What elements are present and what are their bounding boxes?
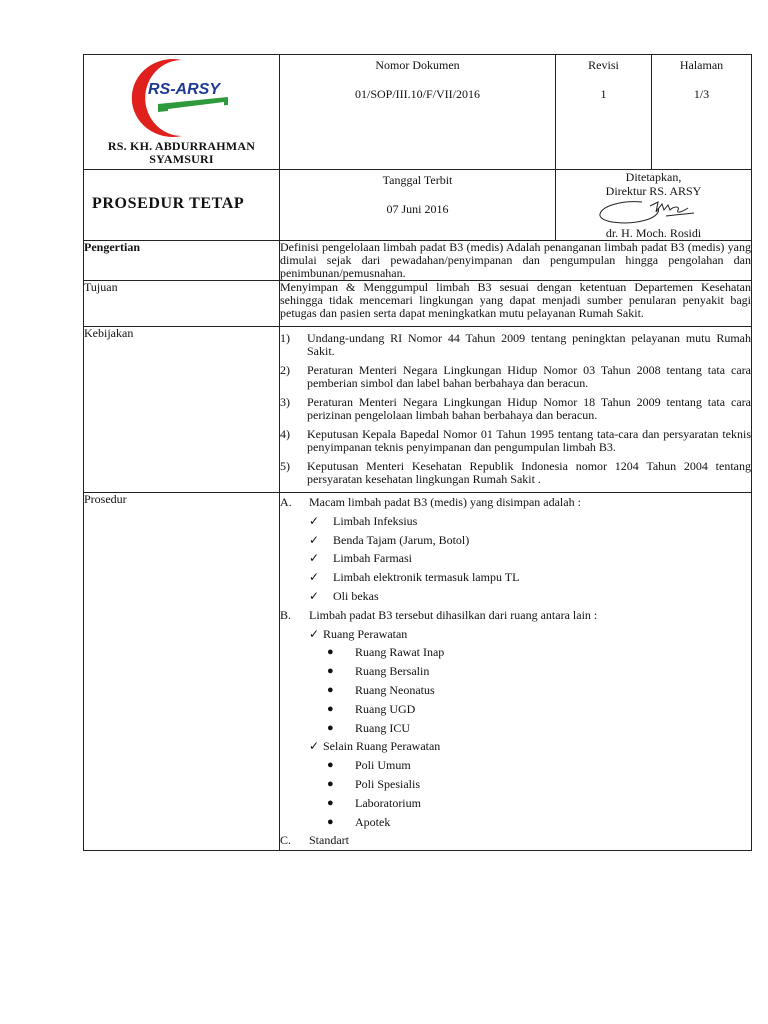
check-icon: ✓ (309, 739, 320, 754)
check-icon: ✓ (309, 551, 320, 566)
kebijakan-item: 4) Keputusan Kepala Bapedal Nomor 01 Tahun 1995 tentang tata-cara dan persyaratan teknis penyimpanan teknis penyimpanan dan pengumpulan limbah B3. (280, 427, 751, 454)
approved-label: Ditetapkan, (625, 170, 682, 184)
hospital-logo (124, 57, 240, 139)
check-icon: ✓ (309, 570, 320, 585)
bullet-icon: ● (327, 815, 334, 828)
sop-document-table (83, 54, 752, 851)
signature-area (556, 198, 751, 226)
pengertian-text: Definisi pengelolaan limbah padat B3 (medis) Adalah penanganan limbah padat B3 (medis) yang dimulai sejak dari pewadahan/penyimpanan dan pengumpulan hingga pengolahan dan penimbunan/pemusnahan. (280, 240, 751, 280)
list-item: ✓ Limbah elektronik termasuk lampu TL (280, 568, 751, 587)
hospital-identity-cell (84, 55, 280, 170)
check-icon: ✓ (309, 626, 320, 641)
list-group: ✓ Ruang Perawatan (280, 625, 751, 644)
doc-number: 01/SOP/III.10/F/VII/2016 (354, 87, 480, 101)
prosedur-section-c: C. Standart (280, 833, 349, 848)
bullet-icon: ● (327, 796, 334, 809)
list-item: ✓ Oli bekas (280, 587, 751, 606)
check-icon: ✓ (309, 588, 320, 603)
bullet-icon: ● (327, 721, 334, 734)
kebijakan-label: Kebijakan (84, 327, 280, 493)
title-cell (84, 170, 280, 241)
list-item: ● Laboratorium (280, 794, 751, 813)
tujuan-text: Menyimpan & Menggumpul limbah B3 sesuai dengan ketentuan Departemen Kesehatan sehingga tidak mencemari lingkungan yang dapat menjadi sumber penularan penyakit bagi petugas dan pasien serta dapat meningkatkan mutu pelayanan Rumah Sakit. (280, 281, 752, 327)
revision-value: 1 (600, 87, 607, 101)
kebijakan-item: 1) Undang-undang RI Nomor 44 Tahun 2009 tentang peningktan pelayanan mutu Rumah Sakit. (280, 331, 751, 358)
director-name: dr. H. Moch. Rosidi (605, 226, 702, 240)
revision-cell (556, 55, 652, 170)
bullet-icon: ● (327, 646, 334, 659)
issue-date-cell (280, 170, 556, 241)
prosedur-section-b: B. Limbah padat B3 tersebut dihasilkan dari ruang antara lain : (280, 607, 598, 622)
prosedur-section-a: A. Macam limbah padat B3 (medis) yang disimpan adalah : (280, 495, 581, 509)
page-cell (652, 55, 752, 170)
page-value: 1/3 (693, 87, 710, 101)
issue-date: 07 Juni 2016 (386, 202, 449, 216)
kebijakan-item: 5) Keputusan Menteri Kesehatan Republik Indonesia nomor 1204 Tahun 2004 tentang persyaratan kesehatan lingkungan Rumah Sakit . (280, 459, 751, 486)
doc-number-label: Nomor Dokumen (375, 58, 460, 72)
hospital-name-line1: RS. KH. ABDURRAHMAN (107, 139, 256, 153)
list-item: ✓ Benda Tajam (Jarum, Botol) (280, 531, 751, 550)
prosedur-content (280, 493, 752, 851)
kebijakan-item: 3) Peraturan Menteri Negara Lingkungan Hidup Nomor 18 Tahun 2009 tentang tata cara perizinan pengelolaan limbah bahan berbahaya dan beracun. (280, 395, 751, 422)
director-signature (594, 196, 704, 228)
bullet-icon: ● (327, 665, 334, 678)
list-item: ● Ruang ICU (280, 719, 751, 738)
prosedur-label: Prosedur (84, 493, 280, 851)
list-item: ● Ruang Neonatus (280, 681, 751, 700)
list-item: ● Ruang Bersalin (280, 662, 751, 681)
kebijakan-item: 2) Peraturan Menteri Negara Lingkungan Hidup Nomor 03 Tahun 2008 tentang tata cara pemberian simbol dan label bahan berbahaya dan beracun. (280, 363, 751, 390)
issue-date-label: Tanggal Terbit (382, 173, 453, 187)
bullet-icon: ● (327, 759, 334, 772)
list-item: ● Poli Spesialis (280, 775, 751, 794)
revision-label: Revisi (588, 58, 619, 72)
list-item: ✓ Limbah Farmasi (280, 549, 751, 568)
hospital-name-line2: SYAMSURI (149, 152, 214, 166)
approval-cell (556, 170, 752, 241)
document-title: PROSEDUR TETAP (92, 195, 245, 212)
check-icon: ✓ (309, 532, 320, 547)
list-item: ● Apotek (280, 813, 751, 832)
director-label: Direktur RS. ARSY (605, 184, 702, 198)
list-group: ✓ Selain Ruang Perawatan (280, 737, 751, 756)
list-item: ● Ruang Rawat Inap (280, 643, 751, 662)
pengertian-label: Pengertian (84, 241, 280, 281)
list-item: ✓ Limbah Infeksius (280, 512, 751, 531)
doc-number-cell (280, 55, 556, 170)
kebijakan-list (280, 327, 752, 493)
check-icon: ✓ (309, 513, 320, 528)
tujuan-label: Tujuan (84, 281, 280, 327)
bullet-icon: ● (327, 777, 334, 790)
list-item: ● Ruang UGD (280, 700, 751, 719)
hospital-name (84, 140, 279, 166)
bullet-icon: ● (327, 683, 334, 696)
logo-text: RS-ARSY (148, 81, 221, 98)
page-label: Halaman (679, 58, 724, 72)
bullet-icon: ● (327, 702, 334, 715)
list-item: ● Poli Umum (280, 756, 751, 775)
